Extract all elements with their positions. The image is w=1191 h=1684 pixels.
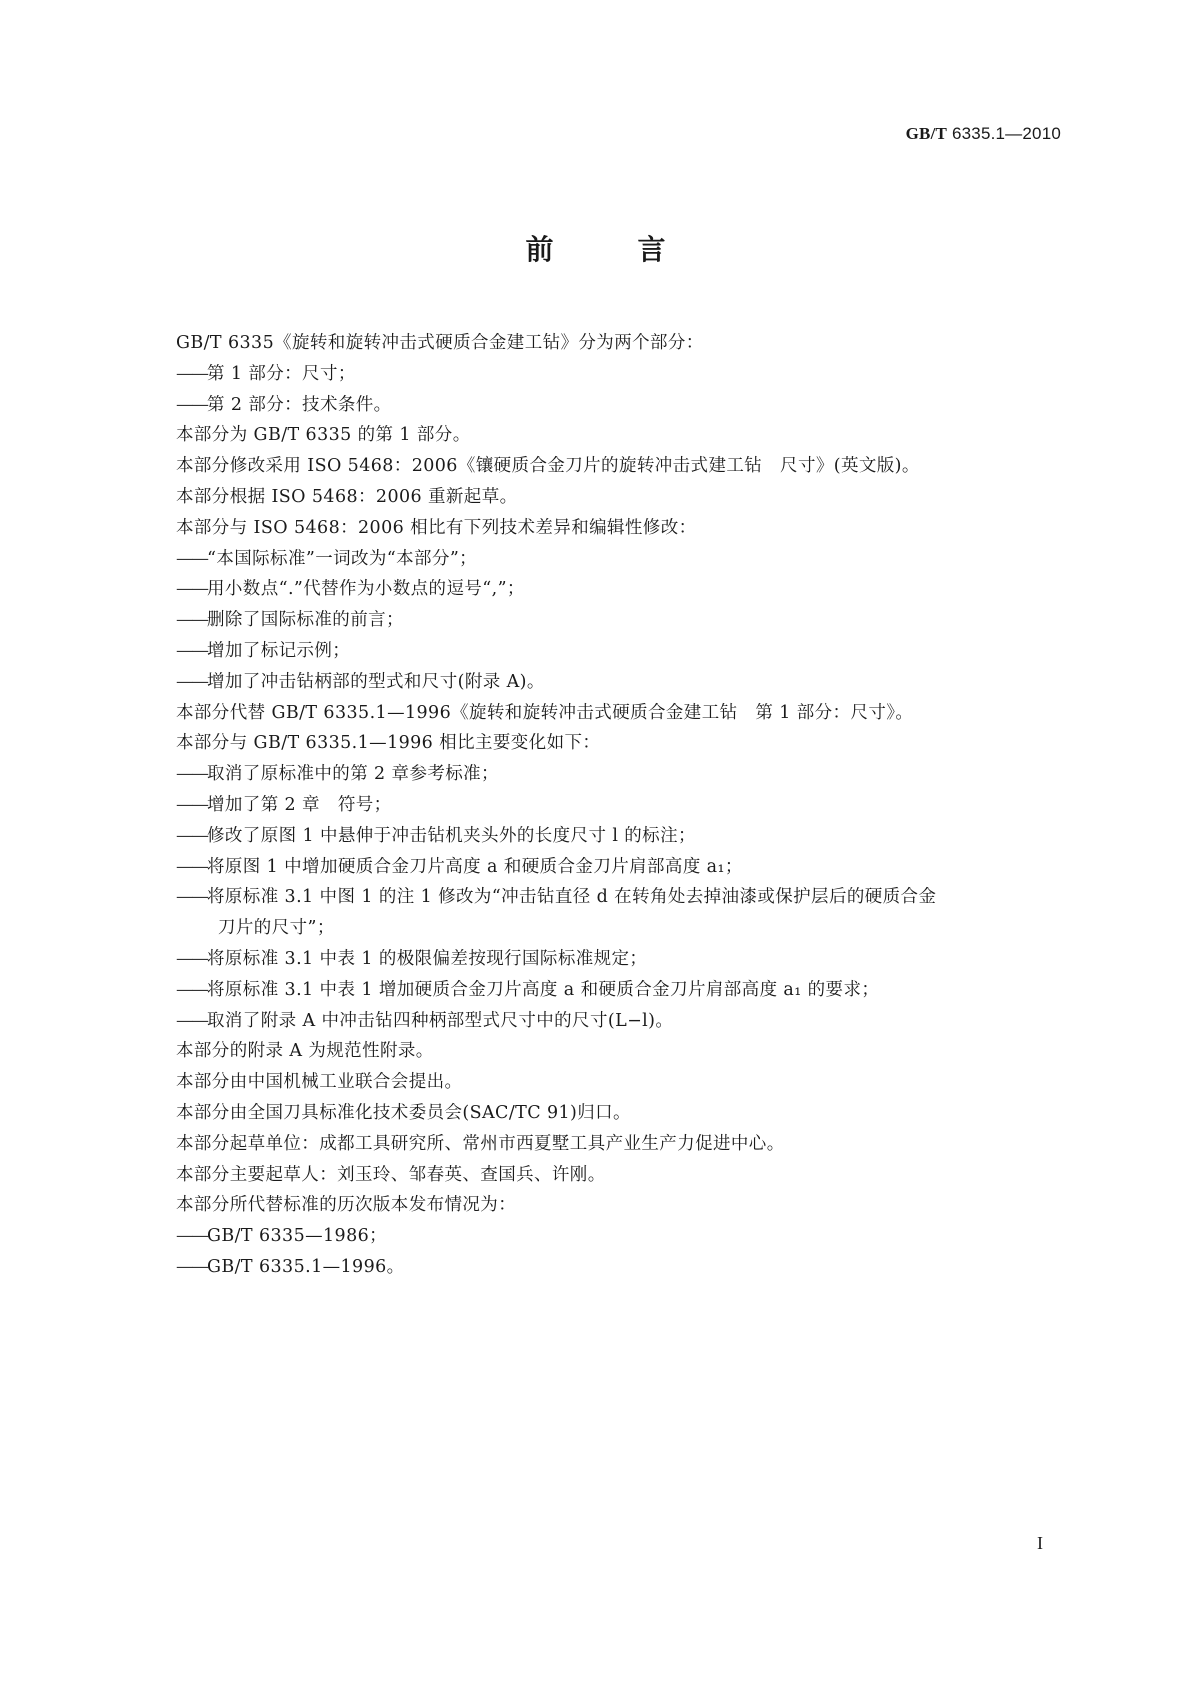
- paragraph-line: 本部分由中国机械工业联合会提出。: [176, 1072, 463, 1093]
- dash-mark: ——: [176, 979, 207, 1000]
- dash-mark: ——: [176, 948, 207, 969]
- standard-number: 6335.1—2010: [951, 124, 1061, 143]
- dash-mark: ——: [176, 394, 207, 415]
- paragraph-line: 本部分为 GB/T 6335 的第 1 部分。: [176, 425, 471, 446]
- paragraph-line: 本部分主要起草人：刘玉玲、邹春英、查国兵、许刚。: [176, 1164, 606, 1185]
- dash-list-item: ——将原标准 3.1 中图 1 的注 1 修改为“冲击钻直径 d 在转角处去掉油漆或保护层后的硬质合金: [176, 882, 1056, 913]
- paragraph-line: 本部分与 ISO 5468：2006 相比有下列技术差异和编辑性修改：: [176, 517, 697, 538]
- dash-mark: ——: [176, 887, 207, 908]
- dash-mark: ——: [176, 825, 207, 846]
- dash-mark: ——: [176, 640, 207, 661]
- dash-mark: ——: [176, 610, 207, 631]
- dash-list-item: ——增加了第 2 章 符号；: [176, 790, 1056, 821]
- paragraph-line: 本部分所代替标准的历次版本发布情况为：: [176, 1195, 517, 1216]
- dash-list-item: ——将原标准 3.1 中表 1 的极限偏差按现行国际标准规定；: [176, 944, 1056, 975]
- dash-mark: ——: [176, 1010, 207, 1031]
- paragraph-line: 本部分代替 GB/T 6335.1—1996《旋转和旋转冲击式硬质合金建工钻 第 1 部分：尺寸》。: [176, 702, 914, 723]
- dash-list-item-continuation: 刀片的尺寸”；: [218, 918, 335, 939]
- dash-list-item: ——删除了国际标准的前言；: [176, 605, 1056, 636]
- dash-list-item: ——增加了冲击钻柄部的型式和尺寸(附录 A)。: [176, 667, 1056, 698]
- page-number: I: [1037, 1533, 1043, 1553]
- dash-mark: ——: [176, 794, 207, 815]
- paragraph-line: 本部分与 GB/T 6335.1—1996 相比主要变化如下：: [176, 733, 601, 754]
- paragraph-line: 本部分的附录 A 为规范性附录。: [176, 1041, 434, 1062]
- dash-list-item: ——修改了原图 1 中悬伸于冲击钻机夹头外的长度尺寸 l 的标注；: [176, 821, 1056, 852]
- page-title: [0, 228, 1191, 268]
- paragraph-line: 本部分根据 ISO 5468：2006 重新起草。: [176, 486, 518, 507]
- paragraph-line: GB/T 6335《旋转和旋转冲击式硬质合金建工钻》分为两个部分：: [176, 333, 704, 353]
- title-char-2: 言: [637, 233, 666, 266]
- dash-list-item: ——第 1 部分：尺寸；: [176, 359, 1056, 390]
- dash-list-item: ——增加了标记示例；: [176, 636, 1056, 667]
- dash-list-item: ——取消了原标准中的第 2 章参考标准；: [176, 759, 1056, 790]
- dash-mark: ——: [176, 856, 207, 877]
- dash-list-item: ——GB/T 6335—1986；: [176, 1221, 1056, 1252]
- paragraph-line: 本部分起草单位：成都工具研究所、常州市西夏墅工具产业生产力促进中心。: [176, 1133, 785, 1154]
- dash-mark: ——: [176, 579, 207, 600]
- dash-list-item: ——第 2 部分：技术条件。: [176, 390, 1056, 421]
- dash-mark: ——: [176, 1226, 207, 1247]
- paragraph-line: 本部分修改采用 ISO 5468：2006《镶硬质合金刀片的旋转冲击式建工钻 尺寸》(英文版)。: [176, 456, 920, 477]
- page-header: [906, 124, 1061, 144]
- dash-mark: ——: [176, 363, 207, 384]
- dash-mark: ——: [176, 1256, 207, 1277]
- dash-list-item: ——取消了附录 A 中冲击钻四种柄部型式尺寸中的尺寸(L−l)。: [176, 1006, 1056, 1037]
- dash-list-item: ——用小数点“.”代替作为小数点的逗号“,”；: [176, 574, 1056, 605]
- paragraph-line: 本部分由全国刀具标准化技术委员会(SAC/TC 91)归口。: [176, 1102, 631, 1123]
- dash-list-item: ——GB/T 6335.1—1996。: [176, 1252, 1056, 1283]
- title-char-1: 前: [525, 233, 554, 266]
- standard-prefix: GB/T: [905, 124, 948, 143]
- dash-list-item: ——“本国际标准”一词改为“本部分”；: [176, 544, 1056, 575]
- dash-mark: ——: [176, 671, 207, 692]
- dash-mark: ——: [176, 548, 207, 569]
- foreword-body: [176, 328, 1056, 1283]
- dash-list-item: ——将原图 1 中增加硬质合金刀片高度 a 和硬质合金刀片肩部高度 a₁；: [176, 852, 1056, 883]
- dash-list-item: ——将原标准 3.1 中表 1 增加硬质合金刀片高度 a 和硬质合金刀片肩部高度 a₁ 的要求；: [176, 975, 1056, 1006]
- dash-mark: ——: [176, 764, 207, 785]
